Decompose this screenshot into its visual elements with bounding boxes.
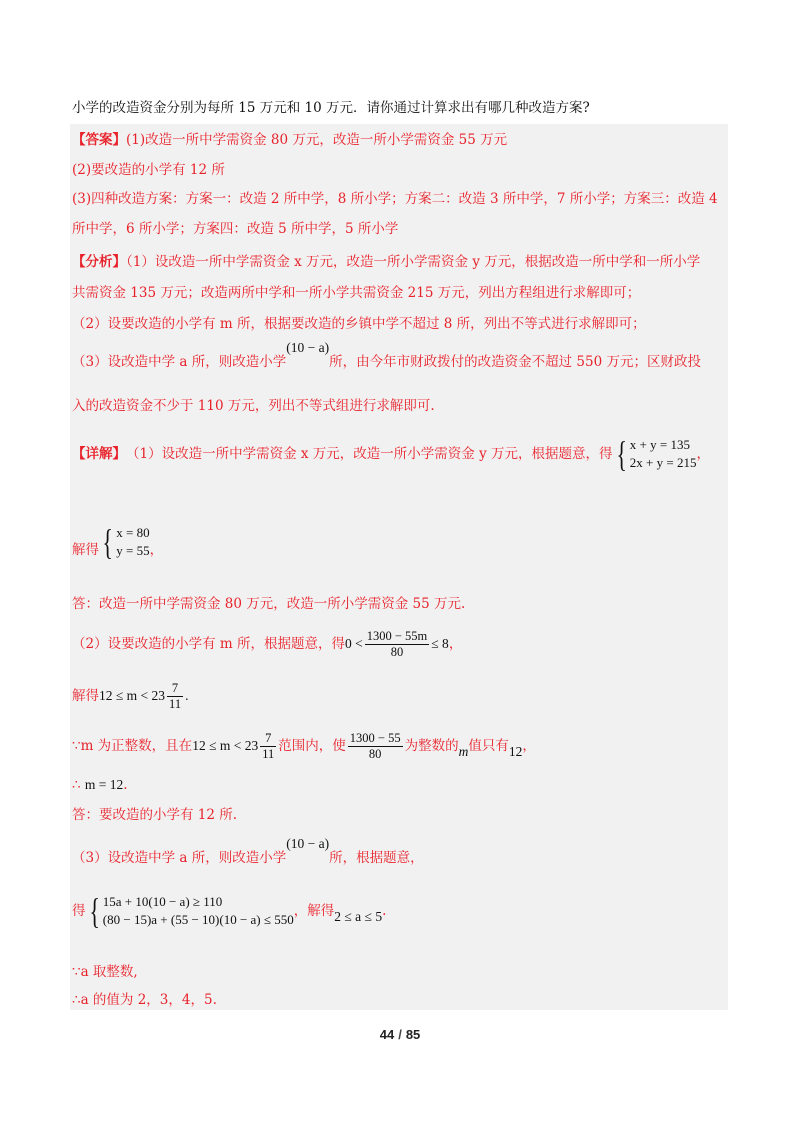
therefore-line-2 bbox=[72, 775, 128, 795]
solve-label-1: 解得 bbox=[72, 542, 99, 558]
detail-s1: （1）设改造一所中学需资金 x 万元，改造一所小学需资金 y 万元，根据题意，得 bbox=[126, 446, 613, 462]
ineq3-row-2: (80 − 15)a + (55 − 10)(10 − a) ≤ 550 bbox=[102, 912, 294, 927]
brace-icon: { bbox=[88, 891, 100, 931]
answer-statement-1: 答：改造一所中学需资金 80 万元，改造一所小学需资金 55 万元. bbox=[72, 596, 466, 612]
ineq2-denominator: 80 bbox=[390, 644, 404, 659]
analysis-p3-a: （3）设改造中学 a 所，则改造小学 bbox=[72, 354, 287, 370]
sol2-denominator: 11 bbox=[169, 696, 182, 711]
question-text: 小学的改造资金分别为每所 15 万元和 10 万元．请你通过计算求出有哪几种改造方案? bbox=[72, 100, 590, 116]
ineq2-right: ≤ 8 bbox=[431, 636, 449, 651]
ineq2-comma: ， bbox=[448, 636, 463, 652]
sol1-row-1: x = 80 bbox=[116, 525, 150, 540]
inequality-system-3 bbox=[86, 893, 294, 929]
because-a: ∵m 为正整数，且在 bbox=[72, 738, 193, 754]
because-mixed-fraction bbox=[260, 731, 276, 762]
ineq2-numerator: 1300 − 55m bbox=[366, 628, 428, 643]
answer-line-2: (2)要改造的小学有 12 所 bbox=[72, 162, 225, 178]
page-number bbox=[0, 1027, 800, 1042]
eq1-row-2: 2x + y = 215 bbox=[629, 455, 697, 470]
sol2-fraction bbox=[167, 681, 183, 712]
answer-tag: 【答案】 bbox=[72, 132, 126, 148]
ineq2-fraction bbox=[365, 629, 430, 660]
analysis-p1-text: （1）设改造一所中学需资金 x 万元，改造一所小学需资金 y 万元，根据改造一所中学和一所小学 bbox=[126, 254, 701, 270]
sol3-end: . bbox=[382, 903, 387, 919]
detail-line-1 bbox=[72, 434, 710, 474]
analysis-line-4 bbox=[72, 340, 701, 372]
detail-s3-b: 所，根据题意， bbox=[329, 850, 424, 866]
because-end: ， bbox=[522, 738, 536, 754]
solution-system-1 bbox=[99, 524, 150, 560]
brace-icon: { bbox=[615, 434, 627, 474]
because-value: 12 bbox=[508, 744, 523, 759]
analysis-p3-paren: (10 − a) bbox=[286, 340, 330, 355]
because-line-3: ∵a 取整数, bbox=[72, 964, 138, 980]
because-ineq: 12 ≤ m < 23 bbox=[192, 738, 259, 753]
page-separator: / bbox=[398, 1027, 402, 1042]
sol2-numerator: 7 bbox=[167, 681, 183, 697]
sol3-label: ，解得 bbox=[293, 903, 335, 919]
sol2-ineq: 12 ≤ m < 23 bbox=[99, 688, 166, 703]
analysis-line-2: 共需资金 135 万元；改造两所中学和一所小学共需资金 215 万元，列出方程组进行求解即可； bbox=[72, 285, 641, 301]
because-c: 为整数的 bbox=[404, 738, 459, 754]
sol2-label: 解得 bbox=[72, 688, 99, 704]
detail-s2: （2）设要改造的小学有 m 所，根据题意，得 bbox=[72, 636, 345, 652]
because-numerator: 7 bbox=[260, 731, 276, 747]
detail-inequality-3 bbox=[72, 888, 386, 934]
detail-line-2 bbox=[72, 626, 462, 662]
detail-s3-paren: (10 − a) bbox=[286, 836, 330, 851]
detail-line-3 bbox=[72, 836, 424, 868]
analysis-line-5: 入的改造资金不少于 110 万元，列出不等式组进行求解即可. bbox=[72, 398, 435, 414]
equation-system-1 bbox=[613, 436, 697, 472]
because-denominator: 11 bbox=[262, 746, 275, 761]
detail-s3-a: （3）设改造中学 a 所，则改造小学 bbox=[72, 850, 287, 866]
detail-tag: 【详解】 bbox=[72, 446, 126, 462]
sol1-comma: ， bbox=[149, 542, 164, 558]
analysis-p3-b: 所，由今年市财政拨付的改造资金不超过 550 万元；区财政投 bbox=[329, 354, 701, 370]
analysis-line-3: （2）设要改造的小学有 m 所，根据要改造的乡镇中学不超过 8 所，列出不等式进行求解即可； bbox=[72, 316, 646, 332]
brace-icon: { bbox=[102, 522, 113, 562]
answer-line-4: 所中学，6 所小学；方案四：改造 5 所中学，5 所小学 bbox=[72, 221, 399, 237]
page-total: 85 bbox=[405, 1027, 421, 1042]
because-line-2 bbox=[72, 726, 536, 766]
because-m: m bbox=[458, 744, 469, 759]
therefore-eq: m = 12 bbox=[84, 777, 124, 792]
because-frac-denominator: 80 bbox=[368, 746, 382, 761]
answer-1-text: (1)改造一所中学需资金 80 万元，改造一所小学需资金 55 万元 bbox=[126, 132, 508, 148]
ineq2-left: 0 < bbox=[344, 636, 363, 651]
ineq3-row-1: 15a + 10(10 − a) ≥ 110 bbox=[102, 894, 223, 909]
answer-statement-2: 答：要改造的小学有 12 所. bbox=[72, 807, 238, 823]
because-b: 范围内，使 bbox=[278, 738, 346, 754]
detail-solution-1 bbox=[72, 520, 163, 560]
sol2-end: . bbox=[185, 688, 189, 703]
sol1-row-2: y = 55 bbox=[116, 543, 150, 558]
eq1-comma: ， bbox=[696, 446, 710, 462]
get-label: 得 bbox=[72, 903, 86, 919]
because-frac-numerator: 1300 − 55 bbox=[349, 730, 401, 745]
answer-line-3: (3)四种改造方案：方案一：改造 2 所中学，8 所小学；方案二：改造 3 所中学，7 所小学；方案三：改造 4 bbox=[72, 191, 718, 207]
page-current: 44 bbox=[379, 1027, 395, 1042]
because-d: 值只有 bbox=[468, 738, 509, 754]
therefore-end: . bbox=[123, 777, 128, 793]
therefore-line-3: ∴a 的值为 2，3，4，5. bbox=[72, 992, 217, 1008]
sol3-ineq: 2 ≤ a ≤ 5 bbox=[334, 909, 383, 924]
answer-line-1 bbox=[72, 130, 507, 150]
therefore-symbol: ∴ bbox=[72, 777, 81, 793]
analysis-line-1 bbox=[72, 252, 700, 272]
eq1-row-1: x + y = 135 bbox=[629, 437, 690, 452]
analysis-tag: 【分析】 bbox=[72, 254, 126, 270]
because-fraction bbox=[348, 731, 403, 762]
detail-solution-2 bbox=[72, 678, 188, 714]
